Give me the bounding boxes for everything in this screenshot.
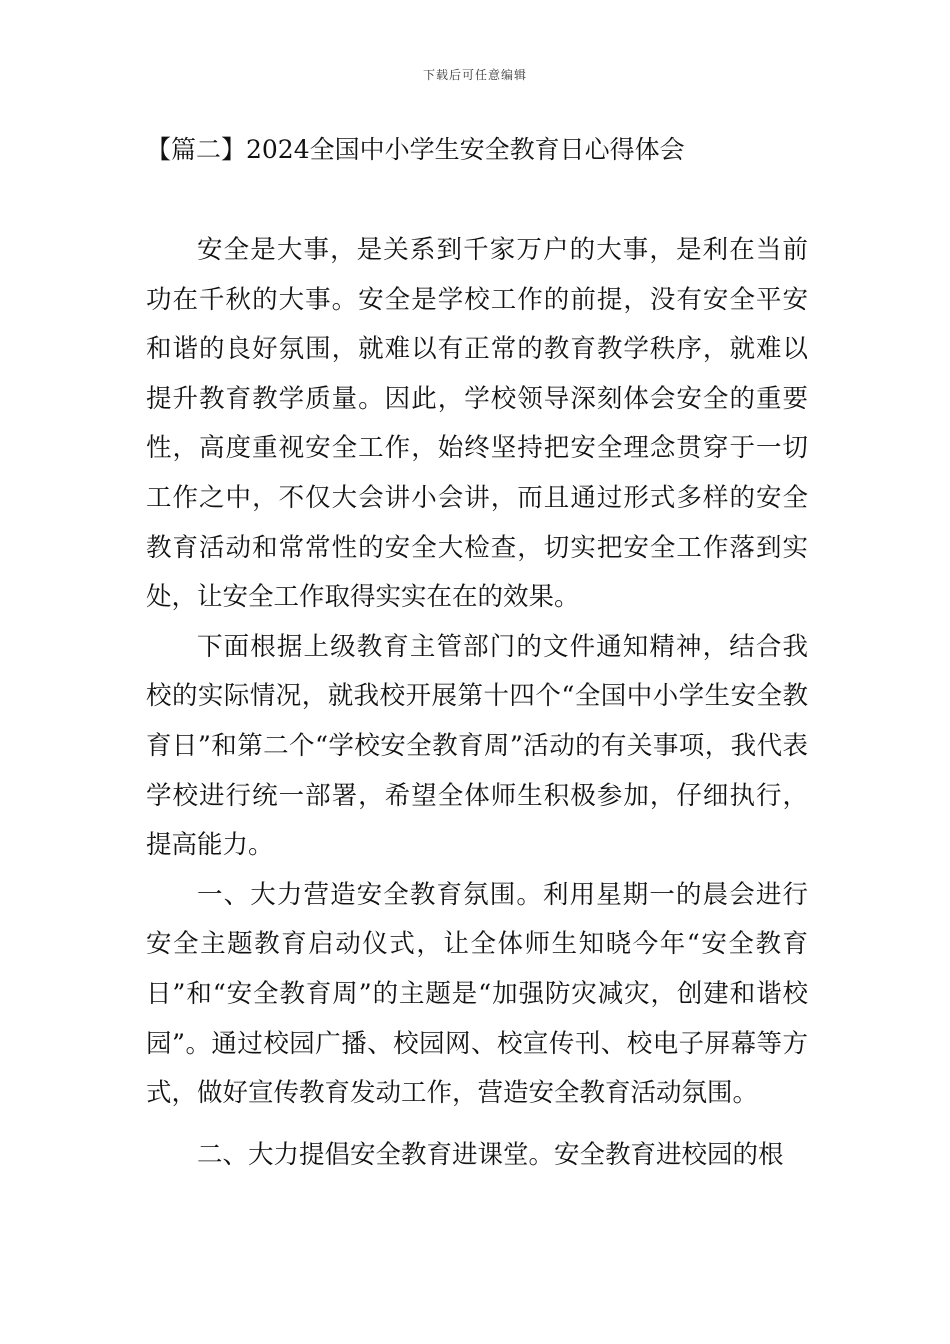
document-title: 【篇二】2024全国中小学生安全教育日心得体会: [146, 135, 685, 164]
paragraph: 一、大力营造安全教育氛围。利用星期一的晨会进行安全主题教育启动仪式，让全体师生知晓今年“安全教育日”和“安全教育周”的主题是“加强防灾减灾，创建和谐校园”。通过校园广播、校园网、校宣传刊、校电子屏幕等方式，做好宣传教育发动工作，营造安全教育活动氛围。: [146, 879, 808, 1109]
header-note: 下载后可任意编辑: [422, 68, 527, 82]
paragraph: 下面根据上级教育主管部门的文件通知精神，结合我校的实际情况，就我校开展第十四个“全国中小学生安全教育日”和第二个“学校安全教育周”活动的有关事项，我代表学校进行统一部署，希望全体师生积极参加，仔细执行，提高能力。: [146, 631, 808, 861]
paragraph: 安全是大事，是关系到千家万户的大事，是利在当前功在千秋的大事。安全是学校工作的前提，没有安全平安和谐的良好氛围，就难以有正常的教育教学秩序，就难以提升教育教学质量。因此，学校领导深刻体会安全的重要性，高度重视安全工作，始终坚持把安全理念贯穿于一切工作之中，不仅大会讲小会讲，而且通过形式多样的安全教育活动和常常性的安全大检查，切实把安全工作落到实处，让安全工作取得实实在在的效果。: [146, 235, 808, 613]
document-body: [146, 226, 808, 1180]
paragraph: 二、大力提倡安全教育进课堂。安全教育进校园的根: [197, 1139, 784, 1170]
